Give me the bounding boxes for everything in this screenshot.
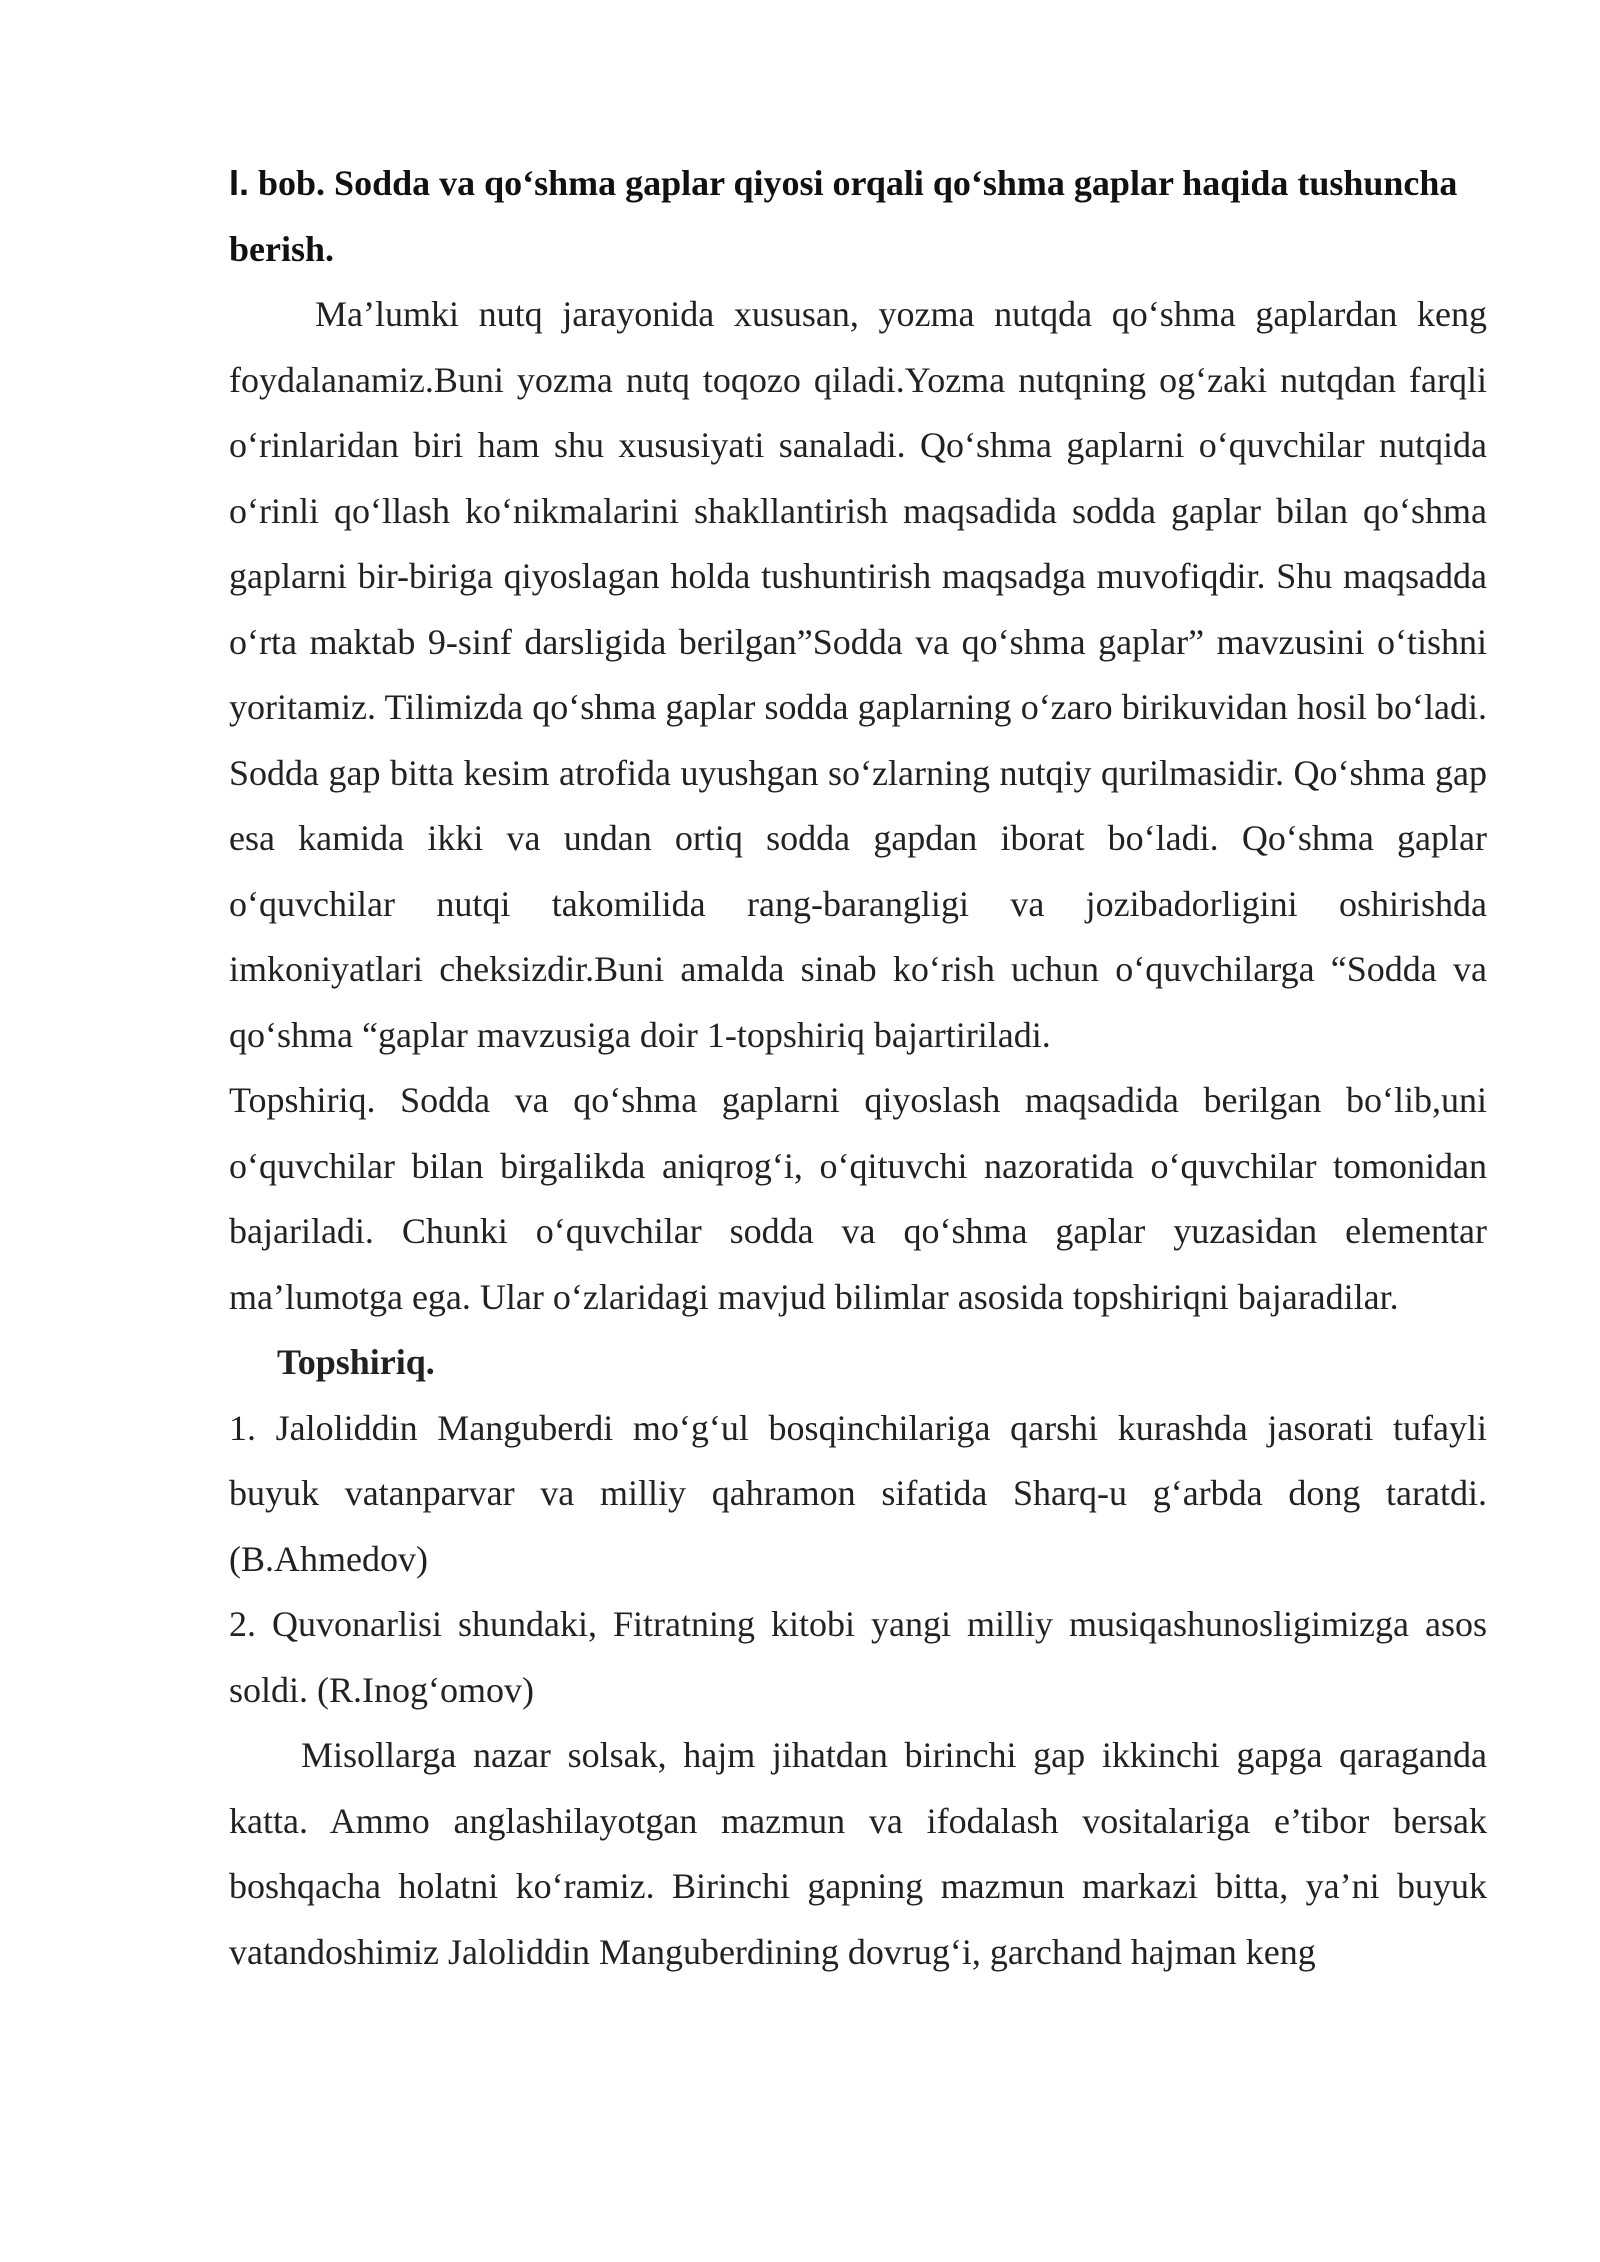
chapter-title: bob. Sodda va qo‘shma gaplar qiyosi orqali qo‘shma gaplar haqida tushuncha berish.: [229, 163, 1458, 269]
analysis-paragraph: Misollarga nazar solsak, hajm jihatdan birinchi gap ikkinchi gapga qaraganda katta. Ammo anglashilayotgan mazmun va ifodalash vositalariga e’tibor bersak boshqacha holatni ko‘ramiz. Birinchi gapning mazmun markazi bitta, ya’ni buyuk vatandoshimiz Jaloliddin Manguberdining dovrug‘i, garchand hajman keng: [229, 1735, 1487, 1972]
example-sentence-1: 1. Jaloliddin Manguberdi mo‘g‘ul bosqinchilariga qarshi kurashda jasorati tufayli buyuk vatanparvar va milliy qahramon sifatida Sharq-u g‘arbda dong taratdi. (B.Ahmedov): [229, 1407, 1487, 1579]
chapter-number: I.: [229, 162, 250, 203]
chapter-heading: [229, 150, 1487, 282]
task-title: Topshiriq.: [277, 1342, 435, 1382]
task-description-paragraph: Topshiriq. Sodda va qo‘shma gaplarni qiyoslash maqsadida berilgan bo‘lib,uni o‘quvchilar bilan birgalikda aniqrog‘i, o‘qituvchi nazoratida o‘quvchilar tomonidan bajariladi. Chunki o‘quvchilar sodda va qo‘shma gaplar yuzasidan elementar ma’lumotga ega. Ular o‘zlaridagi mavjud bilimlar asosida topshiriqni bajaradilar.: [229, 1080, 1487, 1317]
intro-paragraph: Ma’lumki nutq jarayonida xususan, yozma nutqda qo‘shma gaplardan keng foydalanamiz.Buni yozma nutq toqozo qiladi.Yozma nutqning og‘zaki nutqdan farqli o‘rinlaridan biri ham shu xususiyati sanaladi. Qo‘shma gaplarni o‘quvchilar nutqida o‘rinli qo‘llash ko‘nikmalarini shakllantirish maqsadida sodda gaplar bilan qo‘shma gaplarni bir-biriga qiyoslagan holda tushuntirish maqsadga muvofiqdir. Shu maqsadda o‘rta maktab 9-sinf darsligida berilgan”Sodda va qo‘shma gaplar” mavzusini o‘tishni yoritamiz. Tilimizda qo‘shma gaplar sodda gaplarning o‘zaro birikuvidan hosil bo‘ladi. Sodda gap bitta kesim atrofida uyushgan so‘zlarning nutqiy qurilmasidir. Qo‘shma gap esa kamida ikki va undan ortiq sodda gapdan iborat bo‘ladi. Qo‘shma gaplar o‘quvchilar nutqi takomilida rang-barangligi va jozibadorligini oshirishda imkoniyatlari cheksizdir.Buni amalda sinab ko‘rish uchun o‘quvchilarga “Sodda va qo‘shma “gaplar mavzusiga doir 1-topshiriq bajartiriladi.: [229, 294, 1487, 1055]
example-sentence-2: 2. Quvonarlisi shundaki, Fitratning kitobi yangi milliy musiqashunosligimizga asos soldi. (R.Inog‘omov): [229, 1604, 1487, 1710]
document-page: [229, 150, 1487, 1985]
